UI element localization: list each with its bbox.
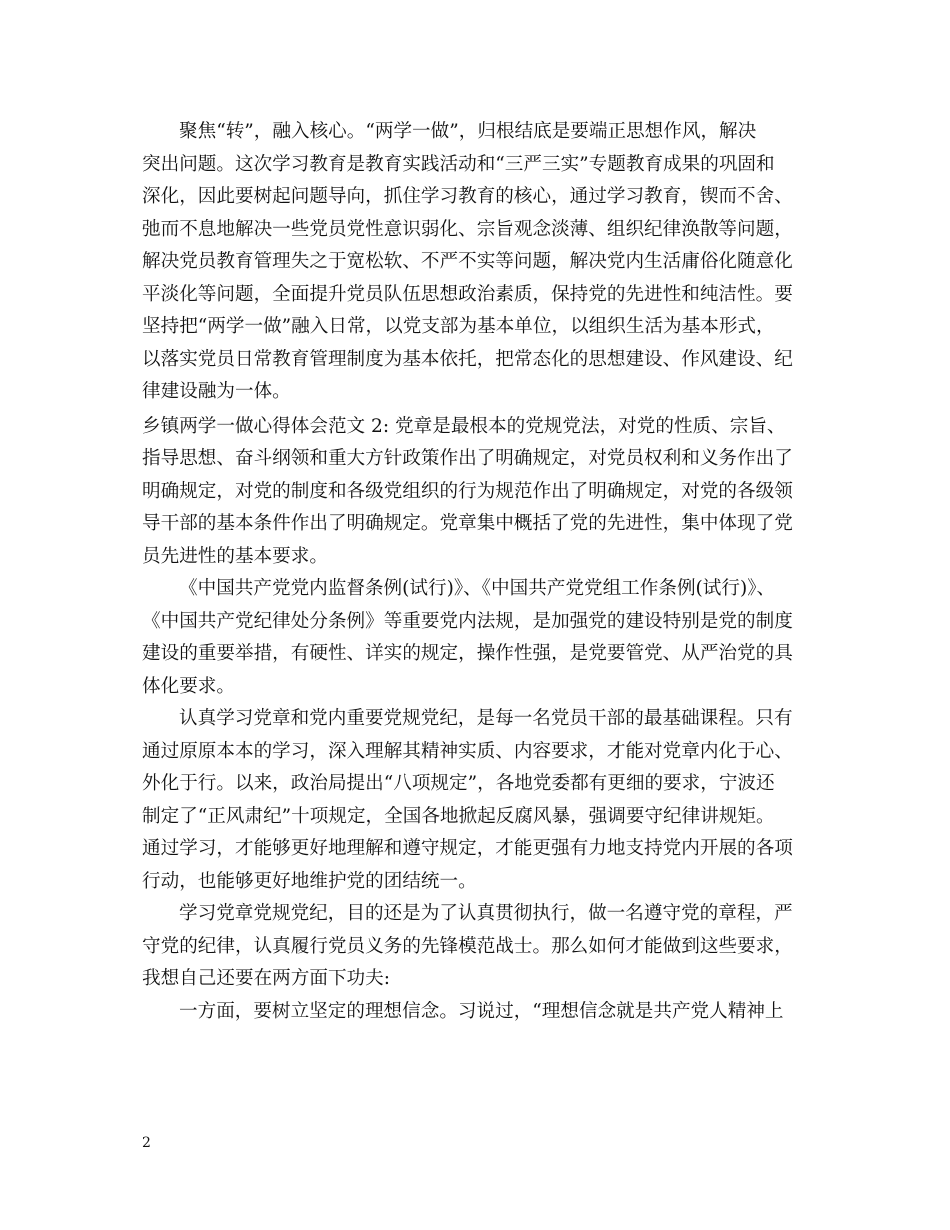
text-line: 《中国共产党纪律处分条例》等重要党内法规，是加强党的建设特别是党的制度 bbox=[142, 610, 793, 632]
text-line: 律建设融为一体。 bbox=[142, 381, 291, 402]
text-line: 突出问题。这次学习教育是教育实践活动和“三严三实”专题教育成果的巩固和 bbox=[142, 153, 775, 175]
text-line: 指导思想、奋斗纲领和重大方针政策作出了明确规定，对党员权利和义务作出了 bbox=[142, 448, 793, 469]
text-line: 外化于行。以来，政治局提出“八项规定”，各地党委都有更细的要求，宁波还 bbox=[142, 773, 775, 794]
text-line: 我想自己还要在两方面下功夫: bbox=[142, 968, 390, 989]
section-heading-line: 乡镇两学一做心得体会范文 2: 党章是最根本的党规党法，对党的性质、宗旨、 bbox=[142, 415, 786, 437]
text-line: 体化要求。 bbox=[142, 675, 235, 697]
text-line: 坚持把“两学一做”融入日常，以党支部为基本单位，以组织生活为基本形式， bbox=[142, 316, 775, 337]
text-line: 导干部的基本条件作出了明确规定。党章集中概括了党的先进性，集中体现了党 bbox=[142, 513, 793, 534]
text-line: 学习党章党规党纪，目的还是为了认真贯彻执行，做一名遵守党的章程，严 bbox=[179, 903, 793, 924]
text-line: 建设的重要举措，有硬性、详实的规定，操作性强，是党要管党、从严治党的具 bbox=[142, 643, 793, 664]
text-line: 明确规定，对党的制度和各级党组织的行为规范作出了明确规定，对党的各级领 bbox=[142, 480, 793, 502]
text-line: 制定了“正风肃纪”十项规定，全国各地掀起反腐风暴，强调要守纪律讲规矩。 bbox=[142, 805, 775, 827]
text-line: 守党的纪律，认真履行党员义务的先锋模范战士。那么如何才能做到这些要求， bbox=[142, 935, 793, 957]
text-line: 以落实党员日常教育管理制度为基本依托，把常态化的思想建设、作风建设、纪 bbox=[142, 348, 793, 370]
text-line: 弛而不息地解决一些党员党性意识弱化、宗旨观念淡薄、组织纪律涣散等问题， bbox=[142, 218, 793, 240]
text-line: 深化，因此要树起问题导向，抓住学习教育的核心，通过学习教育，锲而不舍、 bbox=[142, 186, 793, 207]
text-line: 一方面，要树立坚定的理想信念。习说过，“理想信念就是共产党人精神上 bbox=[179, 1000, 784, 1022]
text-line: 认真学习党章和党内重要党规党纪，是每一名党员干部的最基础课程。只有 bbox=[179, 708, 793, 729]
text-line: 解决党员教育管理失之于宽松软、不严不实等问题，解决党内生活庸俗化随意化 bbox=[142, 251, 793, 272]
text-line: 聚焦“转”，融入核心。“两学一做”，归根结底是要端正思想作风，解决 bbox=[179, 121, 757, 142]
text-line: 《中国共产党党内监督条例(试行)》、《中国共产党党组工作条例(试行)》、 bbox=[179, 578, 776, 599]
body-text bbox=[142, 116, 822, 1028]
text-line: 行动，也能够更好地维护党的团结统一。 bbox=[142, 870, 477, 892]
text-line: 员先进性的基本要求。 bbox=[142, 545, 328, 567]
text-line: 通过原原本本的学习，深入理解其精神实质、内容要求，才能对党章内化于心、 bbox=[142, 740, 793, 762]
text-line: 平淡化等问题，全面提升党员队伍思想政治素质，保持党的先进性和纯洁性。要 bbox=[142, 283, 793, 305]
page-number: 2 bbox=[142, 1135, 151, 1151]
text-line: 通过学习，才能够更好地理解和遵守规定，才能更强有力地支持党内开展的各项 bbox=[142, 838, 793, 859]
